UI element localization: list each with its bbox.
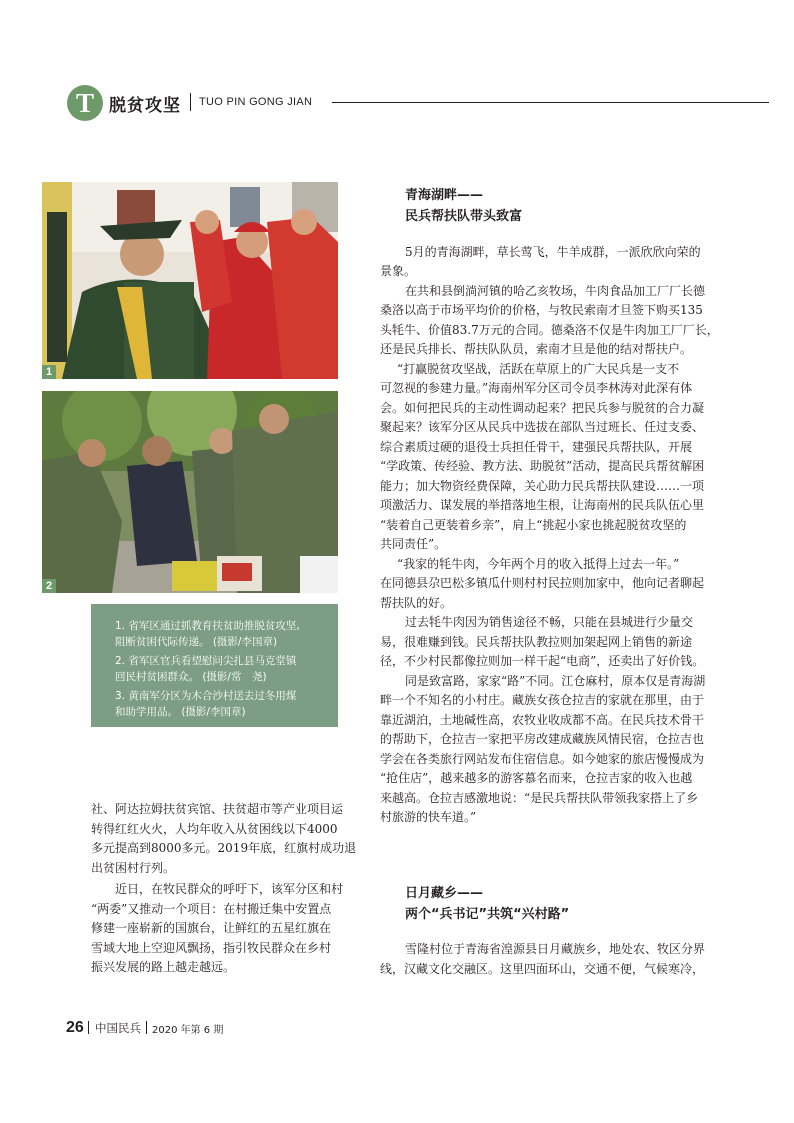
caption-line: 1. 省军区通过抓教育扶贫助推脱贫攻坚,	[115, 620, 300, 632]
paragraph-line: 多元提高到8000多元。2019年底，红旗村成功退	[91, 841, 357, 855]
paragraph-line: 学会在各类旅行网站发布住宿信息。如今她家的旅店慢慢成为	[380, 752, 705, 766]
paragraph-line: 头牦牛、价值83.7万元的合同。德桑洛不仅是牛肉加工厂厂长，	[380, 323, 719, 337]
section-heading: 两个“兵书记”共筑“兴村路”	[405, 907, 570, 922]
caption-line: 2. 省军区官兵看望慰问尖扎县马克堂镇	[115, 655, 297, 667]
header-divider	[190, 93, 191, 111]
caption-line: 和助学用品。 (摄影/李国章)	[115, 706, 246, 718]
paragraph-line: 可忽视的参建力量。”海南州军分区司令员李林涛对此深有体	[380, 381, 693, 395]
paragraph-line: 过去牦牛肉因为销售途径不畅，只能在县城进行少量交	[405, 615, 694, 629]
section-heading: 日月藏乡——	[405, 886, 484, 901]
caption-line: 阻断贫困代际传递。 (摄影/李国章)	[115, 636, 278, 648]
paragraph-line: 还是民兵排长、帮扶队队员，索南才旦是他的结对帮扶户。	[380, 342, 693, 356]
footer-divider	[88, 1021, 89, 1034]
paragraph-line: 修建一座崭新的国旗台，让鲜红的五星红旗在	[91, 921, 332, 935]
paragraph-line: 能力；加大物资经费保障，关心助力民兵帮扶队建设……一项	[380, 479, 705, 493]
paragraph-line: 出贫困村行列。	[91, 861, 176, 875]
paragraph-line: 综合素质过硬的退役士兵担任骨干，建强民兵帮扶队，开展	[380, 440, 693, 454]
section-badge: T	[67, 85, 103, 121]
paragraph-line: 振兴发展的路上越走越远。	[91, 960, 236, 974]
photo-number: 2	[42, 579, 56, 593]
header-rule	[332, 102, 769, 103]
section-heading: 民兵帮扶队带头致富	[405, 209, 523, 224]
paragraph-line: 社、阿达拉姆扶贫宾馆、扶贫超市等产业项目运	[91, 802, 344, 816]
photo-1	[42, 182, 338, 379]
paragraph-line: 共同责任”。	[380, 537, 447, 551]
paragraph-line: 的帮助下，仓拉吉一家把平房改建成藏族风情民宿，仓拉吉也	[380, 732, 705, 746]
paragraph-line: 雪隆村位于青海省湟源县日月藏族乡，地处农、牧区分界	[405, 942, 706, 956]
paragraph-line: 易，很难赚到钱。民兵帮扶队教拉则加架起网上销售的新途	[380, 635, 693, 649]
caption-line: 回民村贫困群众。 (摄影/常 尧)	[115, 671, 267, 683]
paragraph-line: 聚起来？该军分区从民兵中选拔在部队当过班长、任过支委、	[380, 420, 705, 434]
paragraph-line: 雪域大地上空迎风飘扬，指引牧民群众在乡村	[91, 941, 332, 955]
paragraph-line: 在同德县尕巴松多镇瓜什则村村民拉则加家中，他向记者聊起	[380, 576, 705, 590]
paragraph-line: “两委”又推动一个项目：在村搬迁集中安置点	[91, 902, 332, 916]
paragraph-line: 转得红红火火，人均年收入从贫困线以下4000	[91, 822, 338, 836]
paragraph-line: 项激活力、谋发展的举措落地生根，让海南州的民兵队伍心里	[380, 498, 705, 512]
paragraph-line: 帮扶队的好。	[380, 596, 453, 610]
paragraph-line: 会。如何把民兵的主动性调动起来？把民兵参与脱贫的合力凝	[380, 401, 705, 415]
paragraph-line: 近日，在牧民群众的呼吁下，该军分区和村	[115, 882, 344, 896]
paragraph-line: 线，汉藏文化交融区。这里四面环山，交通不便，气候寒冷，	[380, 962, 705, 976]
issue-label: 2020 年第 6 期	[152, 1025, 224, 1036]
footer-divider	[146, 1021, 147, 1034]
photo-number: 1	[42, 365, 56, 379]
paragraph-line: 来越高。仓拉吉感激地说：“是民兵帮扶队带领我家搭上了乡	[380, 791, 699, 805]
paragraph-line: “我家的牦牛肉，今年两个月的收入抵得上过去一年。”	[397, 557, 680, 571]
paragraph-line: “抢住店”，越来越多的游客慕名而来，仓拉吉家的收入也越	[380, 771, 693, 785]
paragraph-line: 5月的青海湖畔，草长莺飞，牛羊成群，一派欣欣向荣的	[405, 245, 701, 259]
paragraph-line: 在共和县倒淌河镇的哈乙亥牧场，牛肉食品加工厂厂长德	[405, 284, 706, 298]
caption-line: 3. 黄南军分区为木合沙村送去过冬用煤	[115, 690, 297, 702]
paragraph-line: 径，不少村民都像拉则加一样干起“电商”，还卖出了好价钱。	[380, 654, 705, 668]
caption-box	[91, 604, 338, 727]
page-number: 26	[66, 1019, 84, 1036]
paragraph-line: 畔一个不知名的小村庄。藏族女孩仓拉吉的家就在那里，由于	[380, 693, 705, 707]
section-pinyin: TUO PIN GONG JIAN	[199, 96, 313, 108]
paragraph-line: 桑洛以高于市场平均价的价格，与牧民索南才旦签下购买135	[380, 303, 703, 317]
section-heading: 青海湖畔——	[405, 188, 484, 203]
magazine-name: 中国民兵	[95, 1021, 141, 1035]
paragraph-line: “学政策、传经验、教方法、助脱贫”活动，提高民兵帮贫解困	[380, 459, 705, 473]
paragraph-line: 靠近湖泊，土地碱性高，农牧业收成都不高。在民兵技术骨干	[380, 713, 705, 727]
paragraph-line: 同是致富路，家家“路”不同。江仓麻村，原本仅是青海湖	[405, 674, 706, 688]
photo-2	[42, 391, 338, 593]
paragraph-line: “打赢脱贫攻坚战，活跃在草原上的广大民兵是一支不	[397, 362, 680, 376]
paragraph-line: 景象。	[380, 264, 417, 278]
paragraph-line: “装着自己更装着乡亲”，肩上“挑起小家也挑起脱贫攻坚的	[380, 518, 687, 532]
section-title: 脱贫攻坚	[109, 96, 181, 116]
paragraph-line: 村旅游的快车道。”	[380, 810, 477, 824]
